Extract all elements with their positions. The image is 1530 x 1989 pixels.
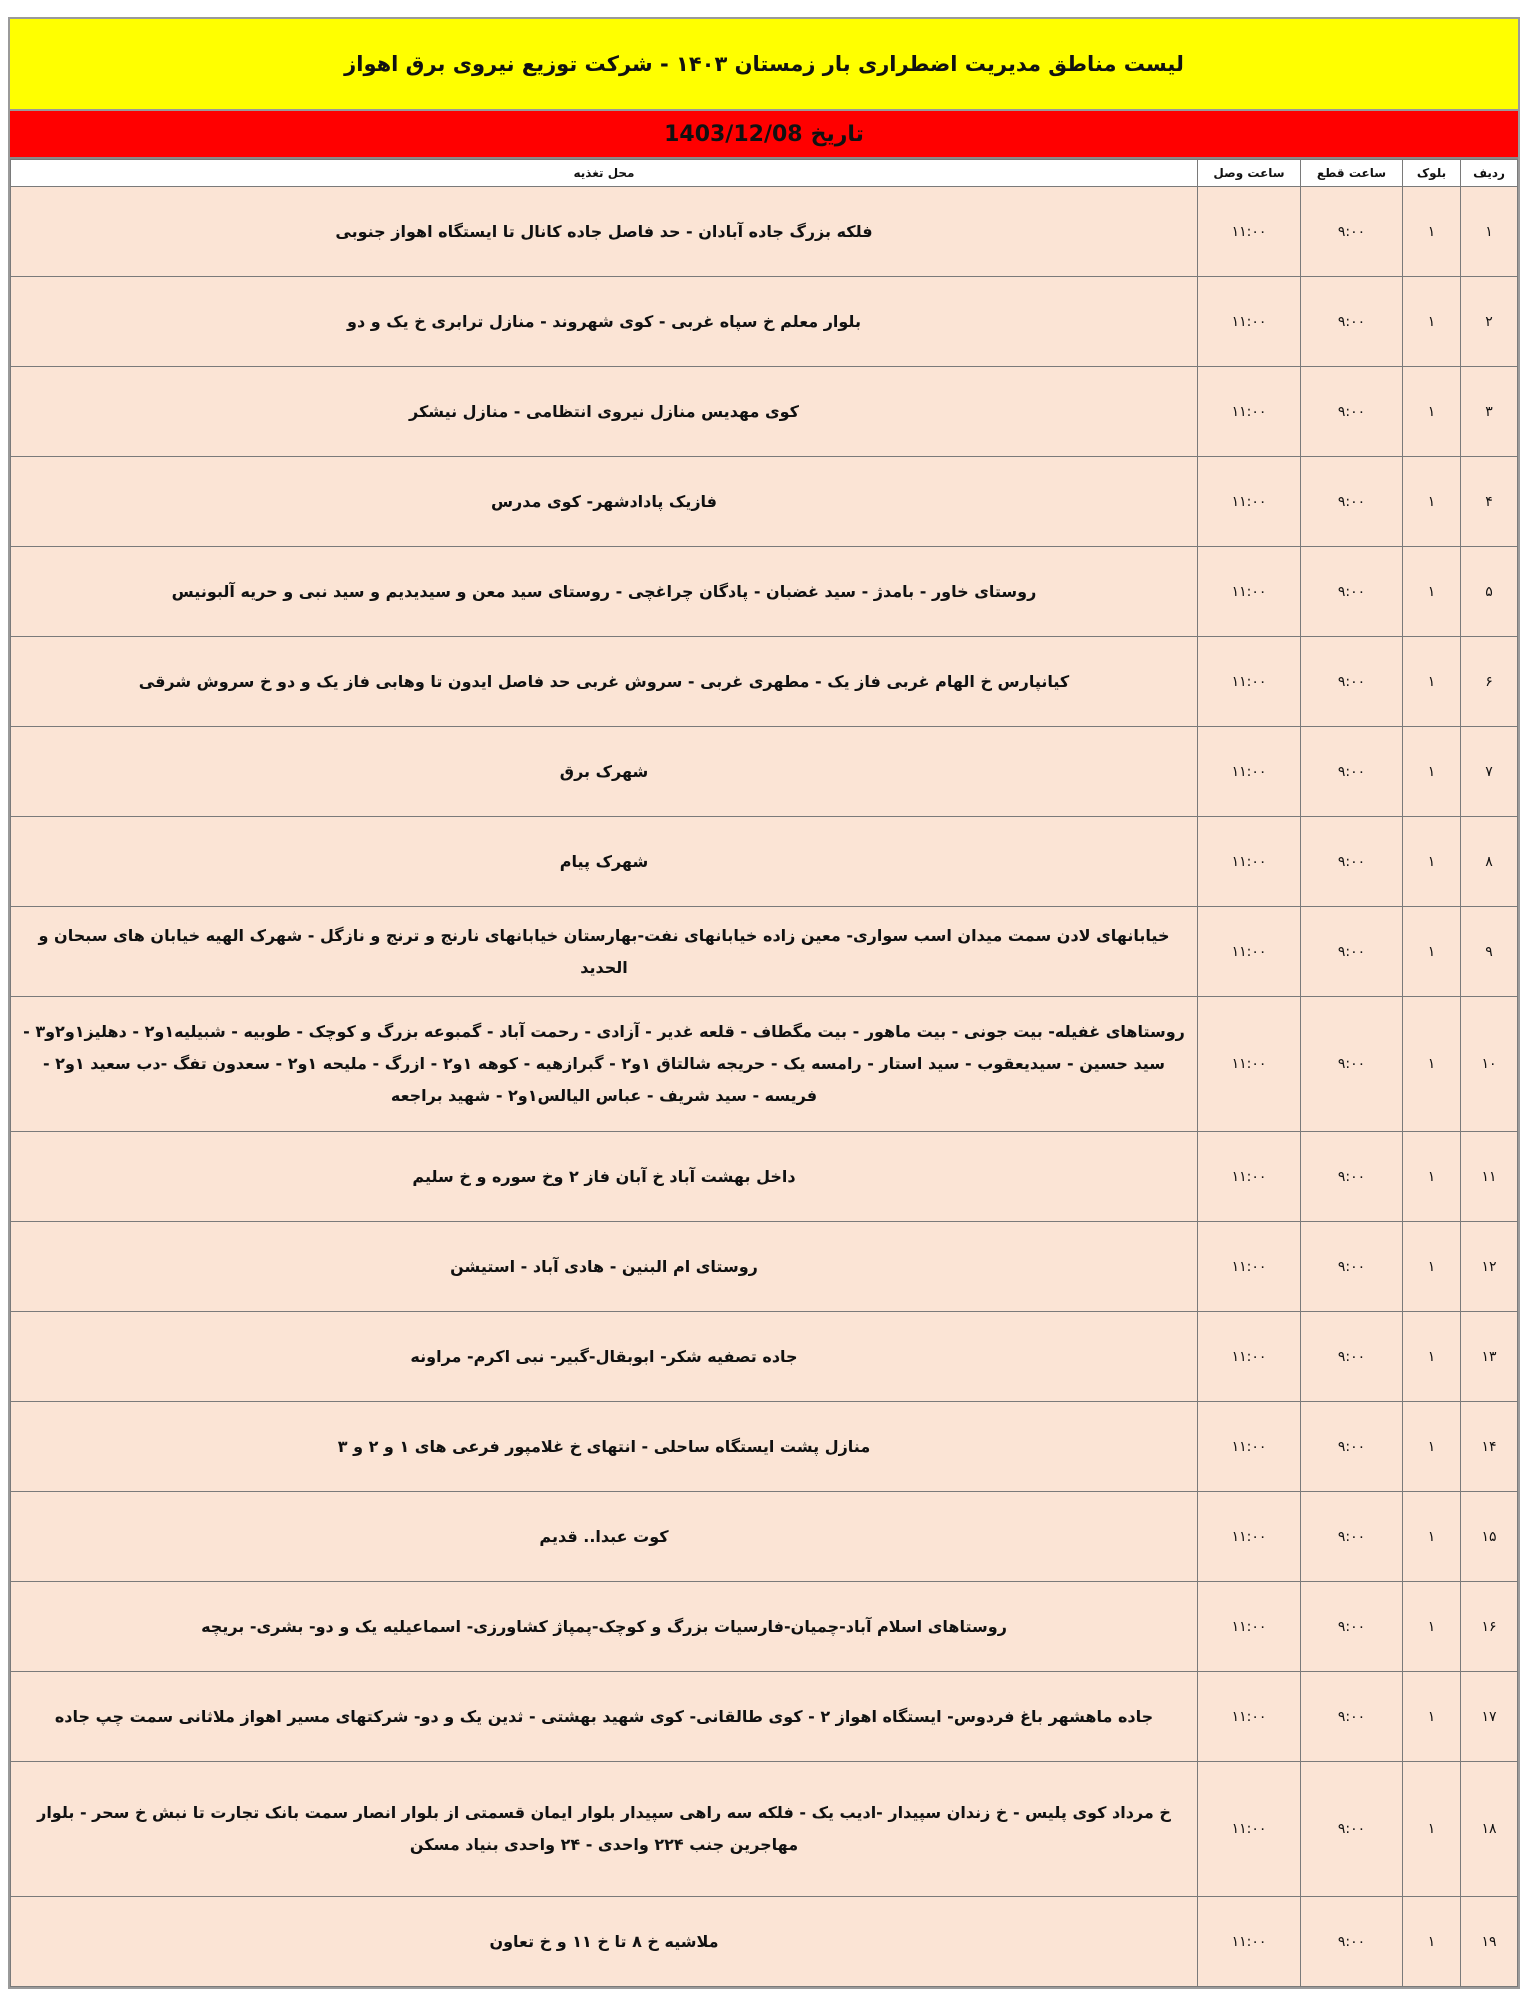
table-row <box>11 1492 1518 1582</box>
location-cell: کوت عبدا.. قدیم <box>11 1492 1198 1582</box>
location-cell: بلوار معلم خ سپاه غربی - کوی شهروند - منازل ترابری خ یک و دو <box>11 277 1198 367</box>
location-cell: روستاهای اسلام آباد-چمیان-فارسیات بزرگ و کوچک-پمپاژ کشاورزی- اسماعیلیه یک و دو- بشری- بریچه <box>11 1582 1198 1672</box>
table-row <box>11 1672 1518 1762</box>
table-row <box>11 1222 1518 1312</box>
block-cell: ۱ <box>1403 1897 1461 1987</box>
table-row <box>11 1312 1518 1402</box>
cut-time-cell: ۹:۰۰ <box>1301 1402 1403 1492</box>
outage-table <box>10 159 1518 1987</box>
cut-time-cell: ۹:۰۰ <box>1301 1492 1403 1582</box>
block-cell: ۱ <box>1403 1132 1461 1222</box>
row-number-cell: ۳ <box>1461 367 1518 457</box>
cut-time-cell: ۹:۰۰ <box>1301 817 1403 907</box>
table-row <box>11 457 1518 547</box>
row-number-cell: ۱۷ <box>1461 1672 1518 1762</box>
cut-time-cell: ۹:۰۰ <box>1301 727 1403 817</box>
date-label: تاریخ <box>810 121 864 147</box>
location-cell: شهرک پیام <box>11 817 1198 907</box>
location-cell: ملاشیه خ ۸ تا خ ۱۱ و خ تعاون <box>11 1897 1198 1987</box>
row-number-cell: ۱۴ <box>1461 1402 1518 1492</box>
block-cell: ۱ <box>1403 1222 1461 1312</box>
cut-time-cell: ۹:۰۰ <box>1301 997 1403 1132</box>
location-cell: خیابانهای لادن سمت میدان اسب سواری- معین زاده خیابانهای نفت-بهارستان خیابانهای نارنج و ترنج و نازگل - شهرک الهیه خیابان های سبحان و الحدید <box>11 907 1198 997</box>
cut-time-cell: ۹:۰۰ <box>1301 1897 1403 1987</box>
connect-time-cell: ۱۱:۰۰ <box>1198 1762 1301 1897</box>
location-cell: جاده تصفیه شکر- ابوبقال-گبیر- نبی اکرم- مراونه <box>11 1312 1198 1402</box>
date-banner <box>10 111 1518 159</box>
row-number-cell: ۱۵ <box>1461 1492 1518 1582</box>
connect-time-cell: ۱۱:۰۰ <box>1198 1492 1301 1582</box>
table-row <box>11 1402 1518 1492</box>
row-number-cell: ۱۹ <box>1461 1897 1518 1987</box>
connect-time-cell: ۱۱:۰۰ <box>1198 997 1301 1132</box>
block-cell: ۱ <box>1403 1492 1461 1582</box>
row-number-cell: ۱۰ <box>1461 997 1518 1132</box>
block-cell: ۱ <box>1403 457 1461 547</box>
connect-time-cell: ۱۱:۰۰ <box>1198 1132 1301 1222</box>
location-cell: کوی مهدیس منازل نیروی انتظامی - منازل نیشکر <box>11 367 1198 457</box>
connect-time-cell: ۱۱:۰۰ <box>1198 277 1301 367</box>
table-row <box>11 1132 1518 1222</box>
connect-time-cell: ۱۱:۰۰ <box>1198 1582 1301 1672</box>
connect-time-cell: ۱۱:۰۰ <box>1198 1672 1301 1762</box>
connect-time-cell: ۱۱:۰۰ <box>1198 367 1301 457</box>
block-cell: ۱ <box>1403 187 1461 277</box>
connect-time-cell: ۱۱:۰۰ <box>1198 637 1301 727</box>
location-cell: روستای خاور - بامدژ - سید غضبان - پادگان چراغچی - روستای سید معن و سیدیدیم و سید نبی و حریه آلبونیس <box>11 547 1198 637</box>
block-cell: ۱ <box>1403 1402 1461 1492</box>
outage-schedule-sheet <box>8 17 1520 1989</box>
block-cell: ۱ <box>1403 1672 1461 1762</box>
cut-time-cell: ۹:۰۰ <box>1301 457 1403 547</box>
row-number-cell: ۱۶ <box>1461 1582 1518 1672</box>
connect-time-cell: ۱۱:۰۰ <box>1198 1222 1301 1312</box>
table-row <box>11 547 1518 637</box>
location-cell: فازیک پادادشهر- کوی مدرس <box>11 457 1198 547</box>
row-number-cell: ۴ <box>1461 457 1518 547</box>
block-cell: ۱ <box>1403 277 1461 367</box>
cut-time-cell: ۹:۰۰ <box>1301 547 1403 637</box>
date-value: 1403/12/08 <box>664 121 803 147</box>
cut-time-cell: ۹:۰۰ <box>1301 367 1403 457</box>
table-row <box>11 637 1518 727</box>
cut-time-cell: ۹:۰۰ <box>1301 1312 1403 1402</box>
table-row <box>11 1582 1518 1672</box>
connect-time-cell: ۱۱:۰۰ <box>1198 457 1301 547</box>
table-row <box>11 1762 1518 1897</box>
connect-time-cell: ۱۱:۰۰ <box>1198 907 1301 997</box>
block-cell: ۱ <box>1403 367 1461 457</box>
location-cell: داخل بهشت آباد خ آبان فاز ۲ وخ سوره و خ سلیم <box>11 1132 1198 1222</box>
row-number-cell: ۲ <box>1461 277 1518 367</box>
table-row <box>11 367 1518 457</box>
row-number-cell: ۱۳ <box>1461 1312 1518 1402</box>
table-body <box>11 187 1518 1987</box>
cut-time-cell: ۹:۰۰ <box>1301 187 1403 277</box>
cut-time-cell: ۹:۰۰ <box>1301 277 1403 367</box>
cut-time-cell: ۹:۰۰ <box>1301 1672 1403 1762</box>
table-row <box>11 187 1518 277</box>
page-title: لیست مناطق مدیریت اضطراری بار زمستان ۱۴۰۳ - شرکت توزیع نیروی برق اهواز <box>344 52 1184 76</box>
connect-time-cell: ۱۱:۰۰ <box>1198 547 1301 637</box>
row-number-cell: ۱۱ <box>1461 1132 1518 1222</box>
connect-time-cell: ۱۱:۰۰ <box>1198 1312 1301 1402</box>
row-number-cell: ۸ <box>1461 817 1518 907</box>
header-row <box>11 160 1518 187</box>
row-number-cell: ۱۸ <box>1461 1762 1518 1897</box>
title-banner <box>10 19 1518 111</box>
connect-time-cell: ۱۱:۰۰ <box>1198 727 1301 817</box>
row-number-cell: ۹ <box>1461 907 1518 997</box>
row-number-cell: ۵ <box>1461 547 1518 637</box>
block-cell: ۱ <box>1403 1762 1461 1897</box>
block-cell: ۱ <box>1403 727 1461 817</box>
row-number-cell: ۶ <box>1461 637 1518 727</box>
table-row <box>11 907 1518 997</box>
location-cell: کیانپارس خ الهام غربی فاز یک - مطهری غربی - سروش غربی حد فاصل ایدون تا وهابی فاز یک و دو خ سروش شرقی <box>11 637 1198 727</box>
column-header-connect-time: ساعت وصل <box>1198 160 1301 187</box>
table-header <box>11 160 1518 187</box>
cut-time-cell: ۹:۰۰ <box>1301 907 1403 997</box>
block-cell: ۱ <box>1403 1312 1461 1402</box>
location-cell: فلکه بزرگ جاده آبادان - حد فاصل جاده کانال تا ایستگاه اهواز جنوبی <box>11 187 1198 277</box>
connect-time-cell: ۱۱:۰۰ <box>1198 1402 1301 1492</box>
column-header-block: بلوک <box>1403 160 1461 187</box>
table-row <box>11 727 1518 817</box>
connect-time-cell: ۱۱:۰۰ <box>1198 1897 1301 1987</box>
block-cell: ۱ <box>1403 637 1461 727</box>
row-number-cell: ۱۲ <box>1461 1222 1518 1312</box>
cut-time-cell: ۹:۰۰ <box>1301 1222 1403 1312</box>
location-cell: روستاهای غفیله- بیت جونی - بیت ماهور - بیت مگطاف - قلعه غدیر - آزادی - رحمت آباد - گمبوعه بزرگ و کوچک - طوبیه - شبیلیه۱و۲ - دهلیز۱و۲و۳ - سید حسین - سیدیعقوب - سید استار - رامسه یک - حریجه شالتاق ۱و۲ - گبرازهیه - کوهه ۱و۲ - ازرگ - ملیحه ۱و۲ - سعدون تفگ -دب سعید ۱و۲ - فریسه - سید شریف - عباس الیالس۱و۲ - شهید براجعه <box>11 997 1198 1132</box>
block-cell: ۱ <box>1403 547 1461 637</box>
row-number-cell: ۷ <box>1461 727 1518 817</box>
block-cell: ۱ <box>1403 817 1461 907</box>
table-row <box>11 1897 1518 1987</box>
location-cell: خ مرداد کوی پلیس - خ زندان سپیدار -ادیب یک - فلکه سه راهی سپیدار بلوار ایمان قسمتی از بلوار انصار سمت بانک تجارت تا نبش خ سحر - بلوار مهاجرین جنب ۲۲۴ واحدی - ۲۴ واحدی بنیاد مسکن <box>11 1762 1198 1897</box>
cut-time-cell: ۹:۰۰ <box>1301 1132 1403 1222</box>
block-cell: ۱ <box>1403 907 1461 997</box>
row-number-cell: ۱ <box>1461 187 1518 277</box>
location-cell: جاده ماهشهر باغ فردوس- ایستگاه اهواز ۲ - کوی طالقانی- کوی شهید بهشتی - ثدین یک و دو- شرکتهای مسیر اهواز ملاثانی سمت چپ جاده <box>11 1672 1198 1762</box>
column-header-cut-time: ساعت قطع <box>1301 160 1403 187</box>
cut-time-cell: ۹:۰۰ <box>1301 1582 1403 1672</box>
column-header-row-number: ردیف <box>1461 160 1518 187</box>
cut-time-cell: ۹:۰۰ <box>1301 1762 1403 1897</box>
column-header-location: محل تغذیه <box>11 160 1198 187</box>
block-cell: ۱ <box>1403 1582 1461 1672</box>
location-cell: روستای ام البنین - هادی آباد - استیشن <box>11 1222 1198 1312</box>
table-row <box>11 817 1518 907</box>
connect-time-cell: ۱۱:۰۰ <box>1198 187 1301 277</box>
cut-time-cell: ۹:۰۰ <box>1301 637 1403 727</box>
location-cell: منازل پشت ایستگاه ساحلی - انتهای خ غلامپور فرعی های ۱ و ۲ و ۳ <box>11 1402 1198 1492</box>
table-row <box>11 277 1518 367</box>
location-cell: شهرک برق <box>11 727 1198 817</box>
table-row <box>11 997 1518 1132</box>
connect-time-cell: ۱۱:۰۰ <box>1198 817 1301 907</box>
block-cell: ۱ <box>1403 997 1461 1132</box>
